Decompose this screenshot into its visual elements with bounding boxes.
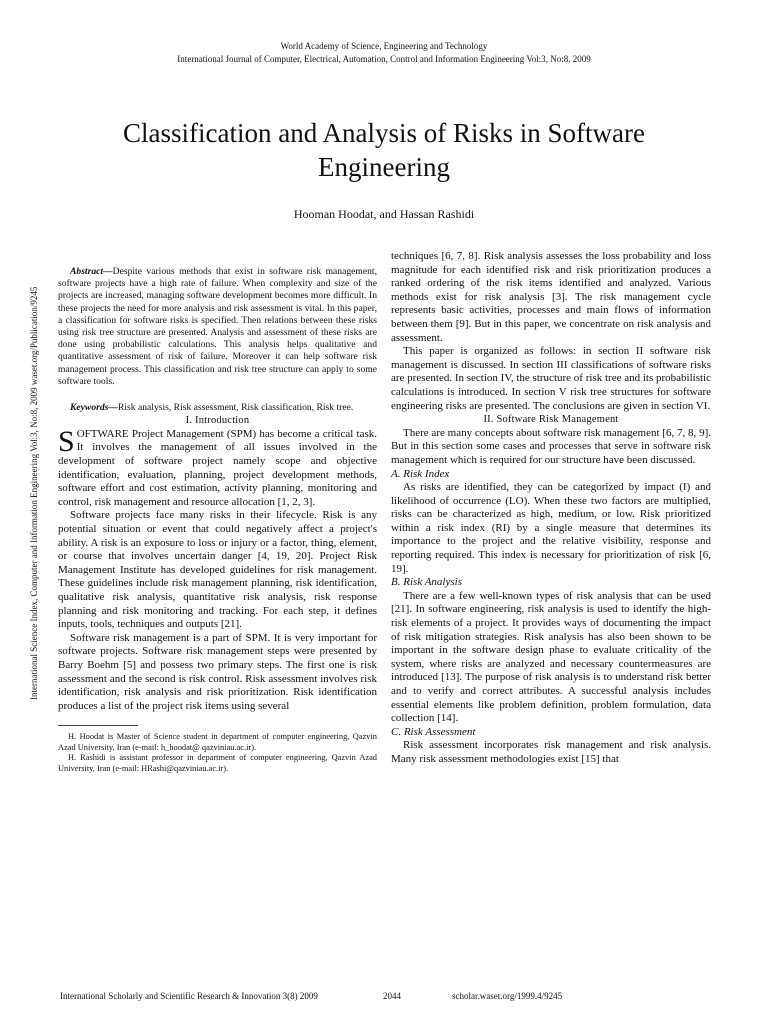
intro-paragraph-2: Software projects face many risks in their lifecycle. Risk is any potential situation or event that could negatively affect a project's ability. A risk is an exposure to loss or injury or a factor, thing, element, or course that involves uncertain danger [4, 19, 20]. Project Risk Management Institute has developed guidelines for risk management. These guidelines include risk management planning, risk identification, qualitative risk analysis, quantitative risk analysis, risk response planning and risk monitoring and tracking. For each step, it defines inputs, tools, techniques and outputs [21].: [58, 509, 377, 631]
journal-name: World Academy of Science, Engineering and Technology: [280, 41, 488, 51]
side-index-text: International Science Index, Computer and Information Engineering Vol:3, No:8, 2009 waset.org/Publication/9245: [29, 286, 39, 700]
subsection-heading-risk-analysis: B. Risk Analysis: [391, 576, 462, 589]
footer-url: scholar.waset.org/1999.4/9245: [452, 991, 563, 1001]
right-paragraph-3: There are many concepts about software risk management [6, 7, 8, 9]. But in this section some cases and processes that serve in software risk management which is required for our structure have been discussed.: [391, 426, 711, 466]
authors: Hooman Hoodat, and Hassan Rashidi: [293, 207, 475, 221]
footnote-2: H. Rashidi is assistant professor in department of computer engineering, Qazvin Azad University, Iran (e-mail: HRashi@qazviniau.ac.ir).: [58, 753, 377, 773]
intro-paragraph-1: [58, 424, 377, 510]
subsection-heading-risk-assessment: C. Risk Assessment: [391, 725, 476, 738]
footer-publisher: International Scholarly and Scientific Research & Innovation 3(8) 2009: [60, 991, 318, 1001]
abstract-text: Despite various methods that exist in software risk management, software projects have a high rate of failure. When complexity and size of the projects are increased, managing software development becomes more difficult. In these projects the need for more analysis and risk assessment is vital. In this paper, a classification for software risks is specified. Then relations between these risks using risk tree structure are presented. Analysis and assessment of these risks are done using probabilistic calculations. This analysis helps qualitative and quantitative assessment of risk of failure. Moreover it can help software risk management process. This classification and risk tree structure can apply to some software tools.: [58, 266, 377, 387]
journal-volume: International Journal of Computer, Electrical, Automation, Control and Information Engineering Vol:3, No:8, 2009: [177, 54, 591, 64]
right-paragraph-2: This paper is organized as follows: in section II software risk management is discussed. In section III classifications of software risks are presented. In section IV, the structure of risk tree and its probabilistic calculations is introduced. In section V risk tree structures for software engineering risks are presented. The conclusions are given in section VI.: [391, 345, 711, 412]
keywords-label: Keywords: [70, 402, 109, 414]
keywords-dash: —: [108, 402, 118, 414]
right-paragraph-1: techniques [6, 7, 8]. Risk analysis assesses the loss probability and loss magnitude for each identified risk and risk prioritization produces a ranked ordering of the risk items identified and analyzed. Various methods exist for risk analysis [3]. The risk management cycle represents basic activities, processes and main flows of information between them [9]. But in this paper, we concentrate on risk analysis and assessment.: [391, 250, 711, 344]
intro-paragraph-3: Software risk management is a part of SPM. It is very important for software projects. Software risk management steps were presented by Barry Boehm [5] and possess two primary steps. The first one is risk assessment and the second is risk control. Risk assessment involves risk identification, risk analysis and risk prioritization. Risk identification produces a list of the project risk items using several: [58, 631, 377, 712]
risk-analysis-paragraph: There are a few well-known types of risk analysis that can be used [21]. In software engineering, risk analysis is used to identify the high-risk elements of a project. It provides ways of documenting the impact of risk mitigation strategies. Risk analysis has also been shown to be important in the software design phase to evaluate criticality of the system, where risks are analyzed and necessary countermeasures are introduced [13]. The purpose of risk analysis is to understand risk better and to verify and correct attributes. A successful analysis includes essential elements like problem definition, problem formulation, data collection [14].: [391, 589, 711, 725]
abstract: [58, 266, 377, 388]
intro-paragraph-1-text: OFTWARE Project Management (SPM) has become a critical task. It involves the management of all issues involved in the development of software project namely scope and objective identification, evaluation, planning, project development methods, software effort and cost estimation, activity planning, monitoring and control, risk management and resource allocation [1, 2, 3].: [58, 427, 377, 508]
footnote-1: H. Hoodat is Master of Science student in department of computer engineering, Qazvin Azad University, Iran (e-mail: h_hoodat@ qazviniau.ac.ir).: [58, 732, 377, 752]
risk-assessment-paragraph: Risk assessment incorporates risk management and risk analysis. Many risk assessment methodologies exist [15] that: [391, 739, 711, 765]
left-column: [58, 250, 377, 774]
keywords-text: Risk analysis, Risk assessment, Risk classification, Risk tree.: [117, 402, 354, 414]
risk-index-paragraph: As risks are identified, they can be categorized by impact (I) and likelihood of occurrence (LO). When these two factors are multiplied, risks can be characterized as high, medium, or low. Risk prioritized within a risk index (RI) by a single measure that determines its importance to the project and the relative visibility, response and reporting required. This index is necessary for prioritization of risk [6, 19].: [391, 481, 711, 575]
right-column: [391, 250, 711, 767]
footnote-divider: [58, 725, 138, 726]
section-heading-introduction: I. Introduction: [185, 415, 250, 427]
abstract-dash: —: [103, 266, 113, 277]
title-line-1: Classification and Analysis of Risks in Software: [123, 118, 645, 148]
abstract-label: Abstract: [70, 266, 104, 277]
section-heading-software-risk-management: II. Software Risk Management: [483, 414, 619, 426]
paper-title: [0, 116, 768, 184]
drop-cap: S: [58, 424, 75, 458]
footnotes: [58, 732, 377, 774]
title-line-2: Engineering: [318, 152, 450, 182]
footer-page-number: 2044: [383, 991, 401, 1001]
subsection-heading-risk-index: A. Risk Index: [391, 467, 450, 480]
keywords: [58, 402, 377, 414]
